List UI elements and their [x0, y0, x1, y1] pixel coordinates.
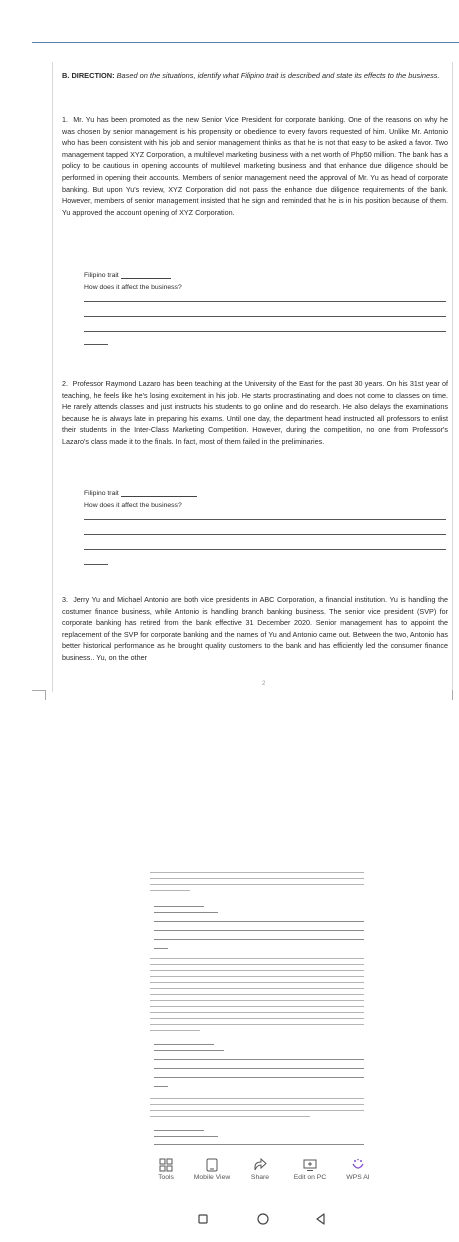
- question-2: [62, 378, 448, 448]
- answer-line[interactable]: [84, 301, 446, 302]
- back-triangle-icon[interactable]: [314, 1212, 328, 1226]
- wps-ai-icon: [351, 1158, 365, 1172]
- tools-label: Tools: [158, 1174, 174, 1181]
- question-text: Mr. Yu has been promoted as the new Senior Vice President for corporate banking. One of the reasons on why he was chosen by senior management is his propensity or obedience to every favors requested of him. Unlike Mr. Antonio who has been consistent with his job and senior management thinks as that he is not that easy to be asked a favor. Two management tapped XYZ Corporation, a multilevel marketing business with a net worth of Php50 million. The bank has a policy to be cautious in opening accounts of multilevel marketing business and that enhance due diligence should be performed in opening their accounts. Members of senior management need the approval of Mr. Yu as head of corporate banking. But upon Yu's review, XYZ Corporation did not pass the enhance due diligence requirements of the bank. However, members of senior management insisted that he sign and reminded that he is in his position because of them. Yu approved the account opening of XYZ Corporation.: [62, 115, 448, 217]
- preview-text-line: [154, 912, 218, 913]
- page-corner-mark: [32, 690, 46, 691]
- preview-text-line: [150, 1098, 364, 1099]
- preview-text-line: [154, 1044, 214, 1045]
- next-page-preview[interactable]: [146, 868, 368, 1148]
- square-nav-icon[interactable]: [196, 1212, 210, 1226]
- filipino-trait-field-1: [84, 272, 171, 279]
- system-nav-bar: [0, 1196, 459, 1242]
- preview-text-line: [150, 884, 364, 885]
- preview-text-line: [154, 1059, 364, 1060]
- preview-text-line: [150, 976, 364, 977]
- preview-text-line: [150, 964, 364, 965]
- preview-text-line: [154, 921, 364, 922]
- trait-blank[interactable]: [121, 496, 197, 497]
- preview-text-line: [154, 1086, 168, 1087]
- preview-text-line: [150, 958, 364, 959]
- grid-icon: [159, 1158, 173, 1172]
- question-text: Jerry Yu and Michael Antonio are both vice presidents in ABC Corporation, a financial institution. Yu is handling the costumer finance business, while Antonio is handling branch banking business. The senior vice president (SVP) for corporate banking has retired from the bank effective 31 December 2020. Senior management has to appoint the replacement of the SVP for corporate banking and the names of Yu and Antonio came out. Between the two, Antonio has better historical performance as he brought quality customers to the bank and has efficiently led the consumer finance business.. Yu, on the other: [62, 595, 448, 662]
- question-number: 2.: [62, 379, 68, 388]
- preview-text-line: [150, 1104, 364, 1105]
- question-number: 1.: [62, 115, 68, 124]
- trait-blank[interactable]: [121, 278, 171, 279]
- preview-text-line: [150, 1018, 364, 1019]
- question-text: Professor Raymond Lazaro has been teaching at the University of the East for the past 30 years. On his 31st year of teaching, he feels like he's losing excitement in his job. He starts procrastinating and does not come to classes on time. He rarely attends classes and just instructs his students to go online and do research. He also delays the examinations because he is always late in preparing his exams. Until one day, the department head instructed all professors to enlist their students in the Inter-Class Marketing Competition. However, during the competition, no one from Professor's Lazaro's class made it to the finals. In fact, most of them failed in the preliminaries.: [62, 379, 448, 446]
- question-1: [62, 114, 448, 218]
- top-bar: [0, 0, 459, 40]
- preview-text-line: [150, 1116, 310, 1117]
- preview-text-line: [154, 906, 204, 907]
- wps-ai-button[interactable]: [328, 1158, 388, 1181]
- question-number: 3.: [62, 595, 68, 604]
- preview-text-line: [150, 1006, 364, 1007]
- page-corner-mark: [45, 690, 46, 700]
- answer-line[interactable]: [84, 534, 446, 535]
- preview-text-line: [154, 1130, 204, 1131]
- preview-text-line: [150, 1000, 364, 1001]
- preview-text-line: [154, 1136, 218, 1137]
- direction-heading: [62, 70, 450, 81]
- preview-text-line: [150, 994, 364, 995]
- preview-text-line: [150, 970, 364, 971]
- preview-text-line: [154, 1050, 224, 1051]
- preview-text-line: [150, 878, 364, 879]
- edit-on-pc-label: Edit on PC: [293, 1174, 327, 1181]
- preview-text-line: [154, 1077, 364, 1078]
- preview-text-line: [154, 930, 364, 931]
- preview-text-line: [150, 890, 190, 891]
- effect-question-2: How does it affect the business?: [84, 502, 182, 509]
- preview-text-line: [154, 1068, 364, 1069]
- page-number: 2: [262, 681, 266, 687]
- preview-text-line: [154, 1144, 364, 1145]
- share-label: Share: [250, 1174, 270, 1181]
- answer-line[interactable]: [84, 549, 446, 550]
- page-edge-right: [452, 62, 453, 692]
- preview-text-line: [150, 872, 364, 873]
- home-circle-icon[interactable]: [256, 1212, 270, 1226]
- mobile-view-label: Mobile View: [193, 1174, 231, 1181]
- effect-question-1: How does it affect the business?: [84, 284, 182, 291]
- preview-text-line: [150, 1030, 200, 1031]
- preview-text-line: [150, 1012, 364, 1013]
- answer-line[interactable]: [84, 344, 108, 345]
- page-edge-left: [52, 62, 53, 692]
- answer-line[interactable]: [84, 519, 446, 520]
- preview-text-line: [150, 1110, 364, 1111]
- preview-text-line: [150, 982, 364, 983]
- edit-on-pc-icon: [303, 1158, 317, 1172]
- preview-text-line: [154, 948, 168, 949]
- direction-text: Based on the situations, identify what Filipino trait is described and state its effects to the business.: [116, 71, 440, 80]
- question-3: [62, 594, 448, 664]
- mobile-view-icon: [205, 1158, 219, 1172]
- page-corner-mark: [452, 690, 453, 700]
- filipino-trait-field-2: [84, 490, 197, 497]
- share-icon: [253, 1158, 267, 1172]
- wps-ai-label: WPS AI: [346, 1174, 370, 1181]
- preview-text-line: [154, 939, 364, 940]
- trait-label: Filipino trait: [84, 490, 119, 497]
- preview-text-line: [150, 988, 364, 989]
- direction-label: B. DIRECTION:: [62, 71, 115, 80]
- answer-line[interactable]: [84, 564, 108, 565]
- top-divider: [32, 42, 459, 43]
- answer-line[interactable]: [84, 331, 446, 332]
- answer-line[interactable]: [84, 316, 446, 317]
- preview-text-line: [150, 1024, 364, 1025]
- trait-label: Filipino trait: [84, 272, 119, 279]
